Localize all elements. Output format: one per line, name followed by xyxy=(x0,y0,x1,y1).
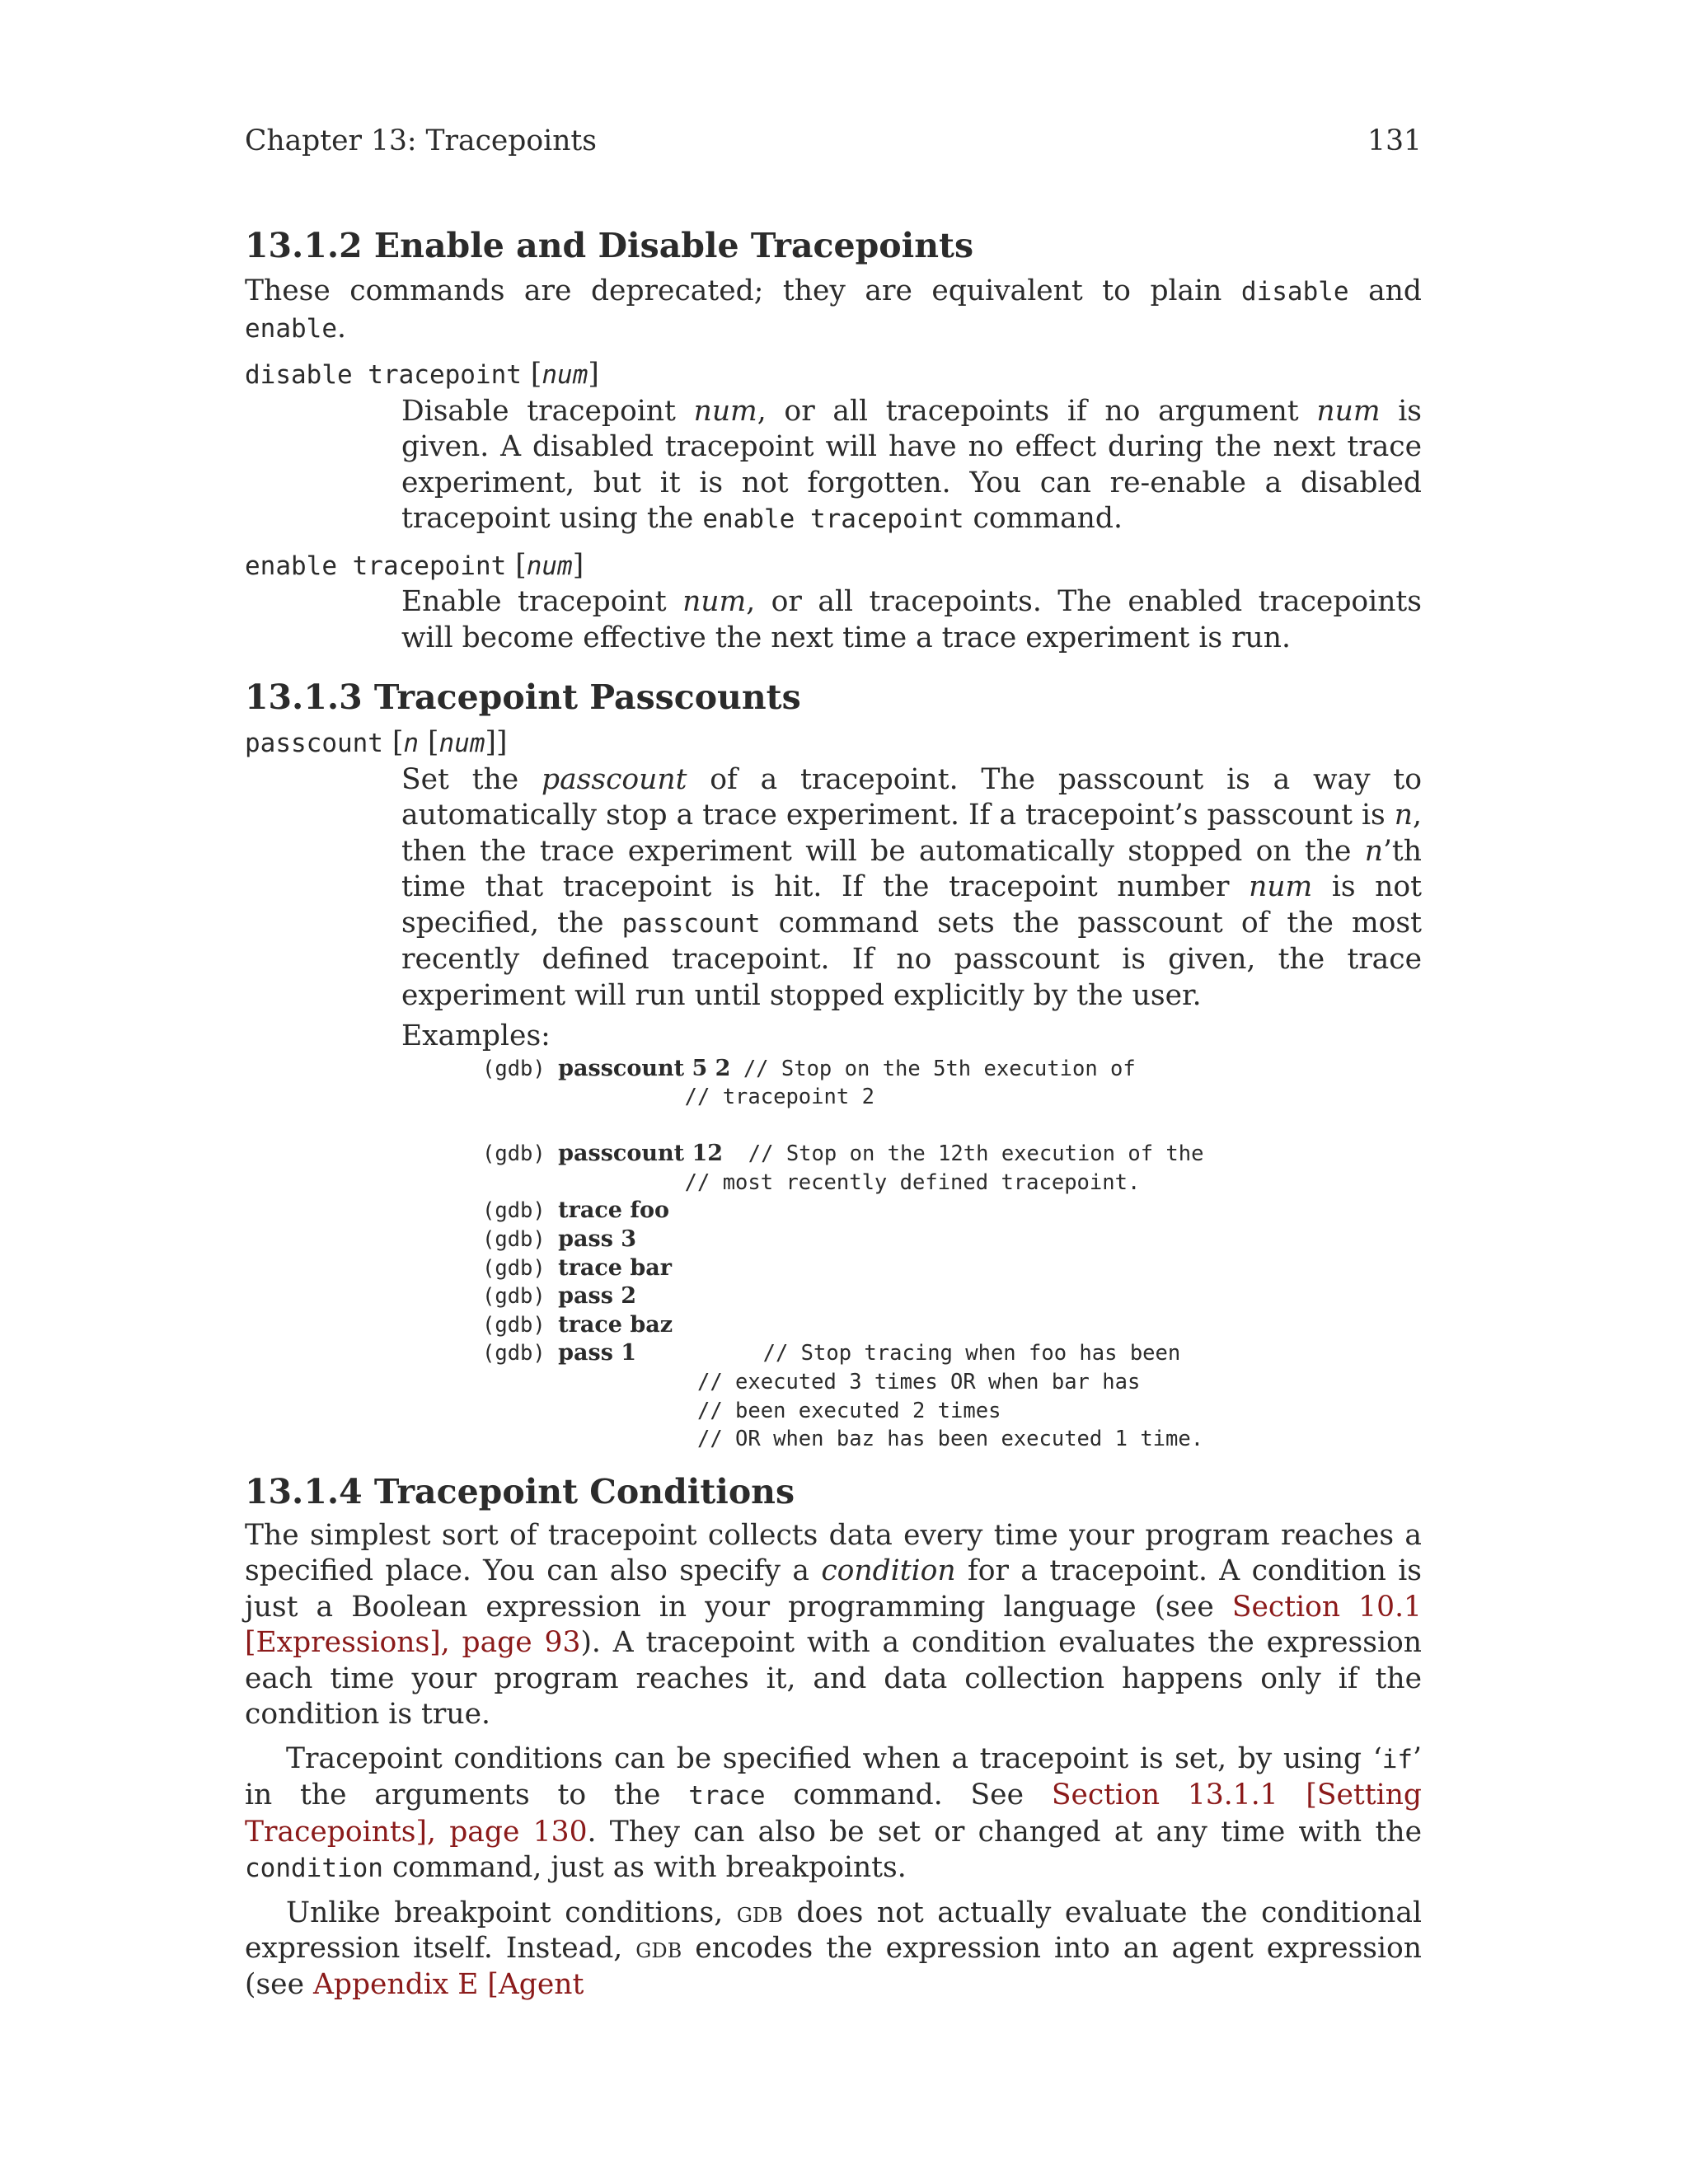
running-header xyxy=(245,124,1422,173)
passcount-term: passcount [n [num]] xyxy=(245,726,508,759)
conditions-paragraph-2: Tracepoint conditions can be specified when a tracepoint is set, by using ‘if’ in the arguments to the trace command. See Section 13.1.1 [Setting Tracepoints], page 130. They can also be set or changed at any time with the condition command, just as with breakpoints. xyxy=(245,1741,1422,1885)
enable-tracepoint-term: enable tracepoint [num] xyxy=(245,548,584,582)
section-heading-enable-disable: 13.1.2 Enable and Disable Tracepoints xyxy=(245,226,974,265)
section-intro: These commands are deprecated; they are equivalent to plain disable and enable. xyxy=(245,274,1422,344)
disable-tracepoint-description: Disable tracepoint num, or all tracepoints if no argument num is given. A disabled tracepoint will have no effect during the next trace experiment, but it is not forgotten. You can re-enable a disabled tracepoint using the enable tracepoint command. xyxy=(401,394,1422,535)
passcount-description: Set the passcount of a tracepoint. The passcount is a way to automatically stop a trace experiment. If a tracepoint’s passcount is n, then the trace experiment will be automatically stopped on the n’th time that tracepoint is hit. If the tracepoint number num is not specified, the passcount command sets the passcount of the most recently defined tracepoint. If no passcount is given, the trace experiment will run until stopped explicitly by the user. xyxy=(401,762,1423,1012)
chapter-title: Chapter 13: Tracepoints xyxy=(245,124,597,157)
section-heading-passcounts: 13.1.3 Tracepoint Passcounts xyxy=(245,677,801,717)
document-page xyxy=(245,124,1422,2003)
section-heading-conditions: 13.1.4 Tracepoint Conditions xyxy=(245,1471,795,1511)
disable-tracepoint-term: disable tracepoint [num] xyxy=(245,358,599,391)
passcount-example-code: (gdb) passcount 5 2 // Stop on the 5th execution of // tracepoint 2 (gdb) passcount 12 // Stop on the 12th execution of the // most recently defined tracepoint. (gdb) trace foo (gdb) pass 3 (gdb) trace bar (gdb) pass 2 (gdb) trace baz (gdb) pass 1 // Stop tracing when foo has been // executed 3 times OR when bar has // been executed 2 times // OR when baz has been executed 1 time. xyxy=(482,1055,1204,1452)
page-number: 131 xyxy=(1367,124,1422,157)
conditions-paragraph-3: Unlike breakpoint conditions, gdb does not actually evaluate the conditional expression itself. Instead, gdb encodes the expression into an agent expression (see Appendix E [Agent xyxy=(245,1896,1423,2001)
conditions-paragraph-1: The simplest sort of tracepoint collects data every time your program reaches a specified place. You can also specify a condition for a tracepoint. A condition is just a Boolean expression in your programming language (see Section 10.1 [Expressions], page 93). A tracepoint with a condition evaluates the expression each time your program reaches it, and data collection happens only if the condition is true. xyxy=(245,1518,1422,1732)
setting-tracepoints-link[interactable]: Section 13.1.1 [Setting Tracepoints], page 130 xyxy=(245,1779,1422,1849)
enable-tracepoint-description: Enable tracepoint num, or all tracepoints. The enabled tracepoints will become effective the next time a trace experiment is run. xyxy=(401,585,1422,654)
agent-expressions-link[interactable]: Appendix E [Agent xyxy=(312,1967,584,2001)
examples-label: Examples: xyxy=(401,1019,551,1052)
expressions-link[interactable]: Section 10.1 [Expressions], page 93 xyxy=(245,1590,1422,1660)
